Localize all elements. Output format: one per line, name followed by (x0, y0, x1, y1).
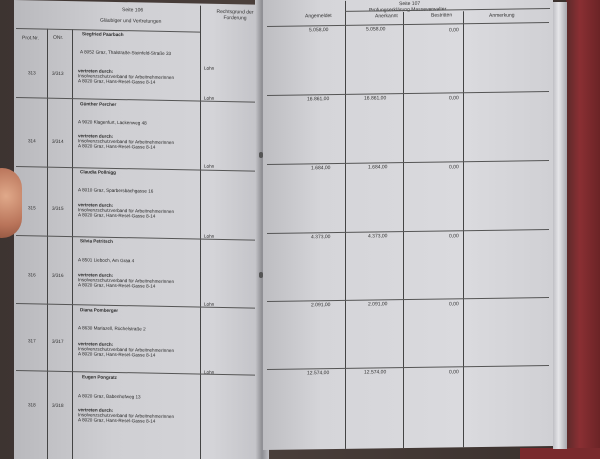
representation-label: vertreten durch: (78, 341, 114, 347)
amount-disputed: 0,00 (449, 95, 459, 102)
creditor-name: Silvia Petritsch (80, 238, 113, 244)
creditor-name: Claudia Pollnigg (80, 169, 116, 175)
creditor-name: Eugen Pongratz (82, 374, 117, 380)
row-divider (267, 229, 549, 234)
col-divider-1 (345, 1, 346, 449)
col-divider-2 (72, 29, 73, 459)
representation-label: vertreten durch: (78, 202, 114, 208)
representative-address: A 8020 Graz, Hans-Resel-Gasse 8-14 (78, 351, 156, 358)
amount-acknowledged: 5.058,00 (366, 26, 386, 33)
row-divider (267, 365, 549, 370)
header-prot-nr: Prot.Nr. (22, 35, 39, 42)
row-divider (16, 97, 260, 103)
amount-acknowledged: 1.684,00 (368, 164, 388, 171)
representation-label: vertreten durch: (78, 133, 114, 139)
representative-address: A 8020 Graz, Hans-Resel-Gasse 8-14 (78, 212, 156, 219)
thumb (0, 168, 22, 238)
representative-name: Insolvenzschutzverband für ArbeitnehmerInnen (78, 346, 175, 354)
representation-label: vertreten durch: (78, 272, 114, 278)
header-reason: Rechtsgrund der Forderung (216, 8, 254, 21)
creditor-address: A 8052 Graz, Thalstraße-Steinfeld-Straße 33 (80, 49, 172, 57)
row-onr: 3/316 (52, 272, 64, 278)
page-stack-edge (553, 2, 567, 449)
row-divider (267, 297, 549, 302)
claim-reason: Lohn (204, 369, 215, 375)
representation-label: vertreten durch: (78, 407, 114, 413)
creditor-name: Siegfried Paarbach (82, 31, 124, 38)
header-declared: Angemeldet (305, 13, 332, 20)
header-group-title: Prüfungserklärung Masseverwalter (369, 6, 447, 14)
amount-disputed: 0,00 (449, 164, 459, 171)
representative-name: Insolvenzschutzverband für ArbeitnehmerInnen (78, 277, 175, 285)
creditor-address: A 8010 Graz, Sparbersbachgasse 16 (78, 187, 154, 194)
creditor-name: Günther Percher (80, 101, 117, 107)
red-binder-edge (566, 0, 600, 459)
amount-acknowledged: 4.373,00 (368, 233, 388, 240)
row-divider (16, 163, 260, 172)
row-divider (267, 160, 549, 165)
creditor-address: A 9020 Klagenfurt, Lackenweg 48 (78, 119, 147, 126)
header-onr: ONr. (53, 34, 64, 41)
amount-disputed: 0,00 (449, 233, 459, 240)
amount-declared: 12.574,00 (307, 370, 330, 377)
amount-disputed: 0,00 (449, 301, 459, 308)
row-prot-nr: 315 (28, 205, 36, 211)
row-divider (16, 370, 260, 376)
red-binder-bottom (520, 448, 600, 459)
amount-declared: 16.861,00 (307, 96, 330, 103)
row-onr: 3/315 (52, 205, 64, 211)
amount-disputed: 0,00 (449, 27, 459, 34)
row-divider (267, 91, 549, 96)
amount-declared: 2.091,00 (311, 302, 331, 309)
row-onr: 3/313 (52, 70, 64, 76)
amount-acknowledged: 12.574,00 (364, 369, 387, 376)
amount-disputed: 0,00 (449, 369, 459, 376)
representation-label: vertreten durch: (78, 68, 114, 74)
row-onr: 3/317 (52, 338, 64, 344)
col-divider-3 (200, 6, 201, 459)
creditor-address: A 8501 Lieboch, Am Graa 4 (78, 257, 135, 264)
creditor-address: A 8020 Graz, Babenhofweg 13 (78, 393, 141, 400)
representative-address: A 8020 Graz, Hans-Resel-Gasse 8-14 (78, 78, 156, 85)
left-page (14, 0, 262, 459)
amount-declared: 4.373,00 (311, 234, 331, 241)
creditor-address: A 8630 Mariazell, Rüchelstraße 2 (78, 325, 146, 332)
header-remark: Anmerkung (489, 12, 515, 19)
row-prot-nr: 318 (28, 402, 36, 408)
row-divider (267, 22, 549, 27)
representative-name: Insolvenzschutzverband für ArbeitnehmerInnen (78, 138, 175, 146)
claim-reason: Lohn (204, 233, 215, 239)
row-prot-nr: 317 (28, 338, 36, 344)
claim-reason: Lohn (204, 163, 215, 169)
row-divider (16, 235, 260, 241)
representative-name: Insolvenzschutzverband für ArbeitnehmerInnen (78, 207, 175, 215)
representative-address: A 8020 Graz, Hans-Resel-Gasse 8-14 (78, 143, 156, 150)
amount-acknowledged: 16.861,00 (364, 95, 387, 102)
amount-acknowledged: 2.091,00 (368, 301, 388, 308)
representative-address: A 8020 Graz, Hans-Resel-Gasse 8-14 (78, 282, 156, 289)
row-onr: 3/314 (52, 138, 64, 144)
claim-reason: Lohn (204, 95, 215, 101)
right-page-label: Seite 107 (399, 0, 421, 8)
amount-declared: 5.058,00 (309, 27, 329, 34)
amount-declared: 1.684,00 (311, 165, 331, 172)
col-divider-1 (47, 29, 48, 459)
representative-address: A 8020 Graz, Hans-Resel-Gasse 8-14 (78, 417, 156, 424)
creditor-name: Diana Pomberger (80, 307, 119, 313)
header-creditors: Gläubiger und Vertretungen (100, 17, 162, 25)
row-prot-nr: 313 (28, 70, 36, 76)
representative-name: Insolvenzschutzverband für ArbeitnehmerInnen (78, 412, 175, 420)
row-prot-nr: 316 (28, 272, 36, 278)
right-page (263, 0, 553, 450)
header-disputed: Bestritten (431, 12, 453, 19)
row-prot-nr: 314 (28, 138, 36, 144)
left-page-label: Seite 106 (122, 7, 144, 14)
representative-name: Insolvenzschutzverband für ArbeitnehmerInnen (78, 73, 175, 81)
claim-reason: Lohn (204, 65, 215, 71)
row-divider (16, 303, 260, 309)
row-onr: 3/318 (52, 402, 64, 408)
header-acknowledged: Anerkannt (375, 13, 398, 20)
claim-reason: Lohn (204, 301, 215, 307)
